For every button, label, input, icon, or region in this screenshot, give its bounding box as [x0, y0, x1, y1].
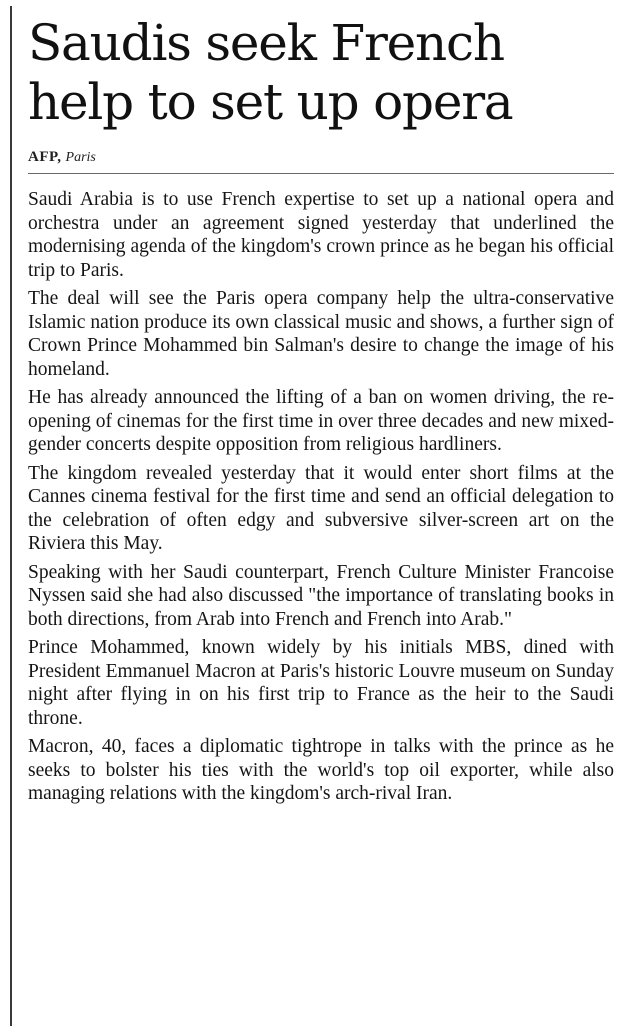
column-rule: [10, 6, 12, 1026]
article-body: [28, 188, 614, 806]
headline-line-2: help to set up opera: [28, 73, 513, 131]
paragraph-6: Prince Mohammed, known widely by his initials MBS, dined with President Emmanuel Macron at Paris's historic Louvre museum on Sunday night after flying in on his first trip to France as the heir to the Saudi throne.: [28, 637, 614, 729]
paragraph-1: Saudi Arabia is to use French expertise to set up a national opera and orchestra under an agreement signed yesterday that underlined the modernising agenda of the kingdom's crown prince as he began his official trip to Paris.: [28, 189, 614, 281]
headline: [28, 14, 614, 132]
byline-place: Paris: [65, 150, 96, 165]
paragraph-7: Macron, 40, faces a diplomatic tightrope in talks with the prince as he seeks to bolster his ties with the world's top oil exporter, while also managing relations with the kingdom's arch-rival Iran.: [28, 736, 614, 804]
article: [28, 14, 614, 811]
byline-agency: AFP,: [28, 149, 62, 165]
paragraph-2: The deal will see the Paris opera company help the ultra-conservative Islamic nation produce its own classical music and shows, a further sign of Crown Prince Mohammed bin Salman's desire to change the image of his homeland.: [28, 288, 614, 380]
paragraph-4: The kingdom revealed yesterday that it would enter short films at the Cannes cinema festival for the first time and send an official delegation to the celebration of often edgy and subversive silver-screen art on the Riviera this May.: [28, 462, 614, 554]
headline-line-1: Saudis seek French: [28, 14, 504, 72]
paragraph-3: He has already announced the lifting of a ban on women driving, the re-opening of cinemas for the first time in over three decades and new mixed-gender concerts despite opposition from religious hardliners.: [28, 387, 614, 455]
byline: [28, 148, 614, 167]
byline-divider: [28, 173, 614, 174]
paragraph-5: Speaking with her Saudi counterpart, French Culture Minister Francoise Nyssen said she had also discussed "the importance of translating books in both directions, from Arab into French and French into Arab.": [28, 561, 614, 630]
